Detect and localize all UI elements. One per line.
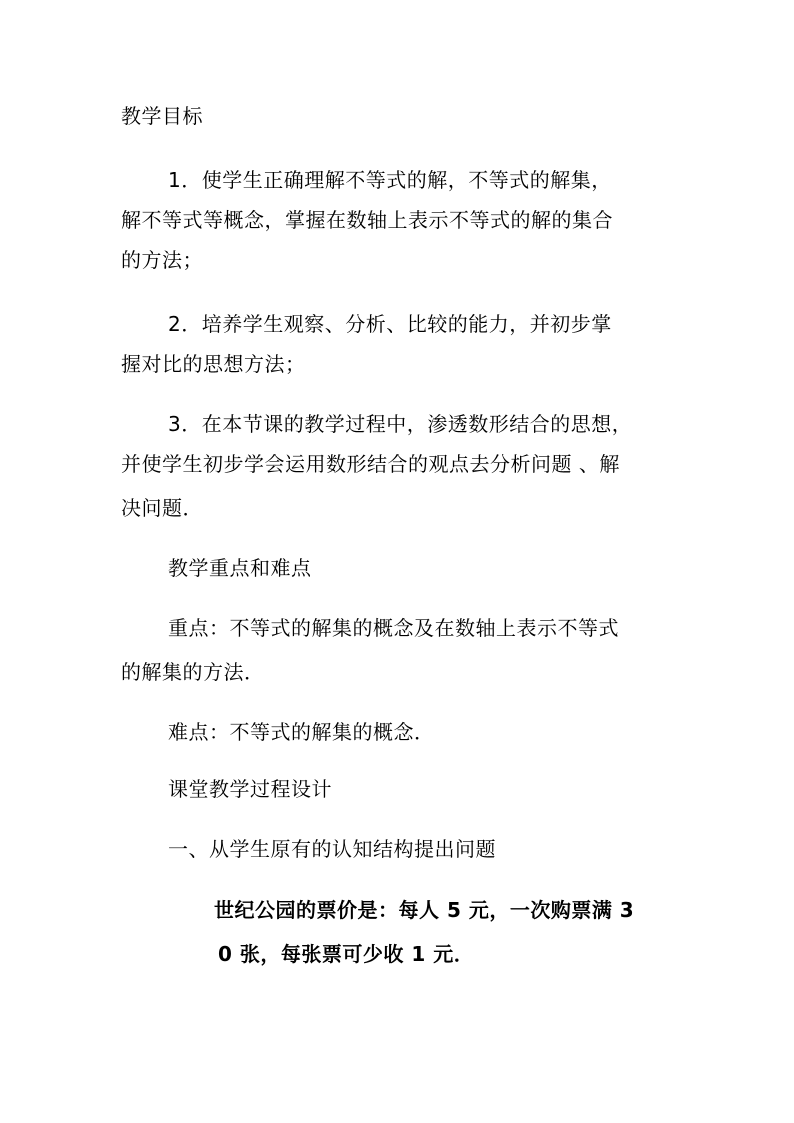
key-point-line-1: 重点：不等式的解集的概念及在数轴上表示不等式 [168,616,619,640]
goal-2-line-2: 握对比的思想方法； [121,352,306,376]
goal-1-line-2: 解不等式等概念，掌握在数轴上表示不等式的解的集合 [121,208,613,232]
problem-line-1: 世纪公园的票价是：每人 5 元，一次购票满 3 [214,898,635,922]
heading-key-points: 教学重点和难点 [168,556,312,580]
heading-class-process: 课堂教学过程设计 [168,777,332,801]
goal-2-line-1: 2．培养学生观察、分析、比较的能力，并初步掌 [168,312,612,336]
goal-3-line-3: 决问题． [121,496,203,520]
difficult-point: 难点：不等式的解集的概念． [168,720,435,744]
goal-3-line-2: 并使学生初步学会运用数形结合的观点去分析问题 、解 [121,452,620,476]
section-1-heading: 一、从学生原有的认知结构提出问题 [168,837,496,861]
key-point-line-2: 的解集的方法． [121,660,265,684]
goal-1-line-1: 1．使学生正确理解不等式的解，不等式的解集， [168,168,612,192]
problem-line-2: 0 张，每张票可少收 1 元． [218,942,475,966]
goal-1-line-3: 的方法； [121,248,203,272]
heading-teaching-goals: 教学目标 [121,104,203,128]
goal-3-line-1: 3．在本节课的教学过程中，渗透数形结合的思想， [168,412,633,436]
